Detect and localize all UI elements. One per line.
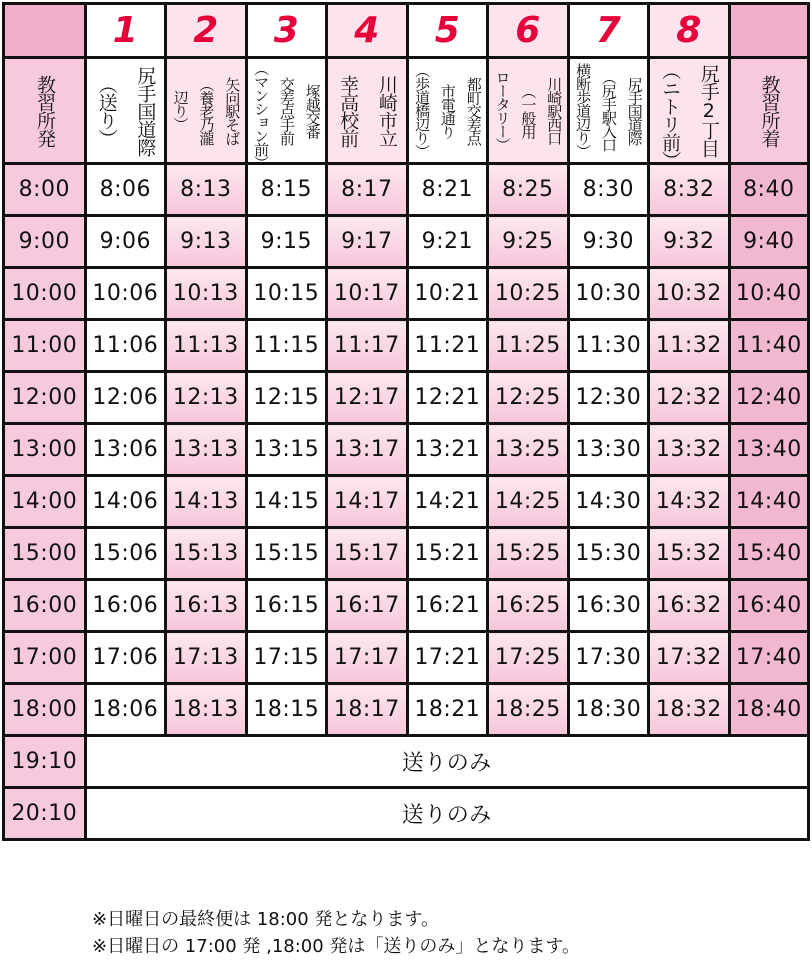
bus-timetable — [2, 2, 810, 841]
stop-time-cell: 8:25 — [488, 164, 569, 216]
stop-time-cell: 15:30 — [568, 528, 649, 580]
stop-time-cell: 18:15 — [246, 684, 327, 736]
stop-number-cell: 6 — [488, 4, 569, 58]
stop-number-cell: 3 — [246, 4, 327, 58]
stop-name-line: （送り） — [95, 74, 118, 147]
depart-time-cell: 19:10 — [4, 736, 86, 788]
timetable-row — [4, 580, 809, 632]
stop-time-cell: 13:13 — [166, 424, 247, 476]
timetable-row — [4, 216, 809, 268]
stop-name-line: 交差点手前 — [277, 76, 296, 145]
stop-time-cell: 15:21 — [407, 528, 488, 580]
stop-time-cell: 14:13 — [166, 476, 247, 528]
stop-time-cell: 14:06 — [85, 476, 166, 528]
depart-time-cell: 17:00 — [4, 632, 86, 684]
stop-number-cell: 8 — [649, 4, 730, 58]
arrive-time-cell: 18:40 — [729, 684, 808, 736]
stop-name-line: 川崎市立 — [375, 74, 398, 147]
stop-name-line: （一般用 — [519, 83, 538, 138]
stop-time-cell: 13:06 — [85, 424, 166, 476]
arrive-time-cell: 15:40 — [729, 528, 808, 580]
stop-time-cell: 14:32 — [649, 476, 730, 528]
timetable-row — [4, 684, 809, 736]
stop-name-line: 辺り） — [171, 90, 190, 131]
stop-name-cell — [649, 58, 730, 169]
stop-time-cell: 8:13 — [166, 164, 247, 216]
stop-time-cell: 18:06 — [85, 684, 166, 736]
stop-time-cell: 17:30 — [568, 632, 649, 684]
arrive-time-cell: 10:40 — [729, 268, 808, 320]
depart-time-cell: 15:00 — [4, 528, 86, 580]
stop-time-cell: 16:32 — [649, 580, 730, 632]
stop-name-line: 横断歩道辺り） — [574, 63, 593, 158]
depart-time-cell: 16:00 — [4, 580, 86, 632]
stop-time-cell: 9:32 — [649, 216, 730, 268]
stop-name-cell — [568, 58, 649, 164]
stop-time-cell: 11:15 — [246, 320, 327, 372]
stop-time-cell: 18:30 — [568, 684, 649, 736]
stop-name-cell — [246, 58, 327, 169]
stop-time-cell: 16:17 — [327, 580, 408, 632]
stop-time-cell: 17:06 — [85, 632, 166, 684]
dropoff-only-label: 送りのみ — [85, 736, 808, 788]
stop-time-cell: 10:17 — [327, 268, 408, 320]
stop-time-cell: 18:13 — [166, 684, 247, 736]
stop-time-cell: 8:06 — [85, 164, 166, 216]
depart-label-cell — [4, 58, 86, 164]
stop-time-cell: 11:30 — [568, 320, 649, 372]
stop-name-line: （養老乃瀧 — [197, 76, 216, 145]
stop-time-cell: 10:32 — [649, 268, 730, 320]
stop-time-cell: 13:25 — [488, 424, 569, 476]
header-stop-row — [4, 58, 809, 164]
stop-time-cell: 16:30 — [568, 580, 649, 632]
stop-time-cell: 9:17 — [327, 216, 408, 268]
stop-time-cell: 15:13 — [166, 528, 247, 580]
stop-name-line: 川崎駅西口 — [545, 76, 564, 145]
stop-time-cell: 16:13 — [166, 580, 247, 632]
timetable-row — [4, 372, 809, 424]
stop-time-cell: 10:13 — [166, 268, 247, 320]
stop-time-cell: 15:17 — [327, 528, 408, 580]
timetable-row — [4, 320, 809, 372]
stop-time-cell: 12:21 — [407, 372, 488, 424]
stop-time-cell: 12:25 — [488, 372, 569, 424]
stop-time-cell: 14:21 — [407, 476, 488, 528]
timetable-row — [4, 268, 809, 320]
stop-time-cell: 14:30 — [568, 476, 649, 528]
stop-time-cell: 11:21 — [407, 320, 488, 372]
arrive-label-cell — [729, 58, 808, 164]
timetable-row — [4, 632, 809, 684]
stop-name-line: （ニトリ前） — [659, 60, 682, 169]
arrive-time-cell: 16:40 — [729, 580, 808, 632]
header-corner-cell — [729, 4, 808, 58]
stop-name-line: 幸高校前 — [337, 74, 360, 147]
stop-time-cell: 9:15 — [246, 216, 327, 268]
stop-time-cell: 9:06 — [85, 216, 166, 268]
depart-time-cell: 11:00 — [4, 320, 86, 372]
dropoff-only-label: 送りのみ — [85, 788, 808, 840]
arrive-time-cell: 13:40 — [729, 424, 808, 476]
timetable-row — [4, 528, 809, 580]
dropoff-only-row — [4, 736, 809, 788]
depart-time-cell: 10:00 — [4, 268, 86, 320]
stop-name-line: 教習所発 — [33, 74, 56, 147]
stop-name-line: 矢向駅そば — [223, 76, 242, 145]
stop-time-cell: 18:32 — [649, 684, 730, 736]
stop-number-cell: 1 — [85, 4, 166, 58]
stop-time-cell: 8:17 — [327, 164, 408, 216]
stop-name-cell — [407, 58, 488, 164]
stop-name-line: 都町交差点 — [464, 76, 483, 145]
stop-name-line: 尻手国道際 — [134, 65, 157, 156]
dropoff-only-row — [4, 788, 809, 840]
stop-number-cell: 4 — [327, 4, 408, 58]
stop-time-cell: 17:21 — [407, 632, 488, 684]
stop-time-cell: 10:15 — [246, 268, 327, 320]
stop-name-line: （歩道橋辺り） — [413, 63, 432, 158]
stop-name-line: 尻手国道際 — [625, 76, 644, 145]
stop-time-cell: 14:25 — [488, 476, 569, 528]
stop-time-cell: 13:30 — [568, 424, 649, 476]
timetable-row — [4, 424, 809, 476]
arrive-time-cell: 11:40 — [729, 320, 808, 372]
arrive-time-cell: 8:40 — [729, 164, 808, 216]
stop-time-cell: 13:17 — [327, 424, 408, 476]
stop-name-line: 市電通り — [438, 83, 457, 138]
stop-time-cell: 10:30 — [568, 268, 649, 320]
stop-name-cell — [85, 58, 166, 164]
stop-name-cell — [327, 58, 408, 164]
stop-time-cell: 13:21 — [407, 424, 488, 476]
header-corner-cell — [4, 4, 86, 58]
depart-time-cell: 9:00 — [4, 216, 86, 268]
stop-name-line: 塚越交番 — [303, 83, 322, 138]
arrive-time-cell: 17:40 — [729, 632, 808, 684]
stop-time-cell: 12:32 — [649, 372, 730, 424]
stop-time-cell: 14:17 — [327, 476, 408, 528]
stop-time-cell: 17:32 — [649, 632, 730, 684]
depart-time-cell: 12:00 — [4, 372, 86, 424]
stop-name-line: （尻手駅入口 — [599, 70, 618, 151]
stop-number-cell: 2 — [166, 4, 247, 58]
stop-time-cell: 11:17 — [327, 320, 408, 372]
stop-time-cell: 10:25 — [488, 268, 569, 320]
stop-number-cell: 5 — [407, 4, 488, 58]
stop-time-cell: 11:25 — [488, 320, 569, 372]
stop-time-cell: 18:25 — [488, 684, 569, 736]
arrive-time-cell: 14:40 — [729, 476, 808, 528]
footnotes — [92, 906, 580, 960]
stop-name-cell — [166, 58, 247, 164]
stop-time-cell: 13:15 — [246, 424, 327, 476]
depart-time-cell: 14:00 — [4, 476, 86, 528]
depart-time-cell: 8:00 — [4, 164, 86, 216]
stop-name-line: 教習所着 — [758, 74, 781, 147]
stop-time-cell: 15:32 — [649, 528, 730, 580]
arrive-time-cell: 9:40 — [729, 216, 808, 268]
stop-time-cell: 17:15 — [246, 632, 327, 684]
stop-time-cell: 8:15 — [246, 164, 327, 216]
timetable-row — [4, 476, 809, 528]
arrive-time-cell: 12:40 — [729, 372, 808, 424]
stop-time-cell: 9:25 — [488, 216, 569, 268]
stop-time-cell: 11:32 — [649, 320, 730, 372]
stop-number-cell: 7 — [568, 4, 649, 58]
stop-time-cell: 17:25 — [488, 632, 569, 684]
stop-time-cell: 10:06 — [85, 268, 166, 320]
stop-time-cell: 8:30 — [568, 164, 649, 216]
stop-time-cell: 8:32 — [649, 164, 730, 216]
stop-time-cell: 10:21 — [407, 268, 488, 320]
stop-time-cell: 18:17 — [327, 684, 408, 736]
stop-time-cell: 9:21 — [407, 216, 488, 268]
timetable-row — [4, 164, 809, 216]
header-number-row — [4, 4, 809, 58]
stop-time-cell: 14:15 — [246, 476, 327, 528]
stop-time-cell: 13:32 — [649, 424, 730, 476]
stop-time-cell: 12:06 — [85, 372, 166, 424]
stop-time-cell: 16:25 — [488, 580, 569, 632]
depart-time-cell: 18:00 — [4, 684, 86, 736]
stop-time-cell: 16:21 — [407, 580, 488, 632]
stop-time-cell: 12:30 — [568, 372, 649, 424]
stop-time-cell: 15:15 — [246, 528, 327, 580]
stop-name-cell — [488, 58, 569, 164]
stop-time-cell: 11:06 — [85, 320, 166, 372]
stop-time-cell: 16:06 — [85, 580, 166, 632]
stop-time-cell: 12:15 — [246, 372, 327, 424]
stop-name-line: ロータリー） — [493, 70, 512, 151]
stop-time-cell: 11:13 — [166, 320, 247, 372]
stop-time-cell: 8:21 — [407, 164, 488, 216]
stop-time-cell: 12:13 — [166, 372, 247, 424]
stop-time-cell: 17:13 — [166, 632, 247, 684]
stop-name-line: （マンション前） — [252, 60, 271, 169]
depart-time-cell: 13:00 — [4, 424, 86, 476]
stop-time-cell: 15:25 — [488, 528, 569, 580]
stop-time-cell: 17:17 — [327, 632, 408, 684]
stop-time-cell: 9:30 — [568, 216, 649, 268]
note-sunday-last-bus: ※日曜日の最終便は 18:00 発となります。 — [92, 909, 439, 930]
note-sunday-dropoff-only: ※日曜日の 17:00 発 ,18:00 発は「送りのみ」となります。 — [92, 936, 580, 957]
stop-name-line: 尻手2丁目 — [697, 64, 720, 157]
stop-time-cell: 18:21 — [407, 684, 488, 736]
stop-time-cell: 16:15 — [246, 580, 327, 632]
depart-time-cell: 20:10 — [4, 788, 86, 840]
stop-time-cell: 15:06 — [85, 528, 166, 580]
stop-time-cell: 9:13 — [166, 216, 247, 268]
stop-time-cell: 12:17 — [327, 372, 408, 424]
